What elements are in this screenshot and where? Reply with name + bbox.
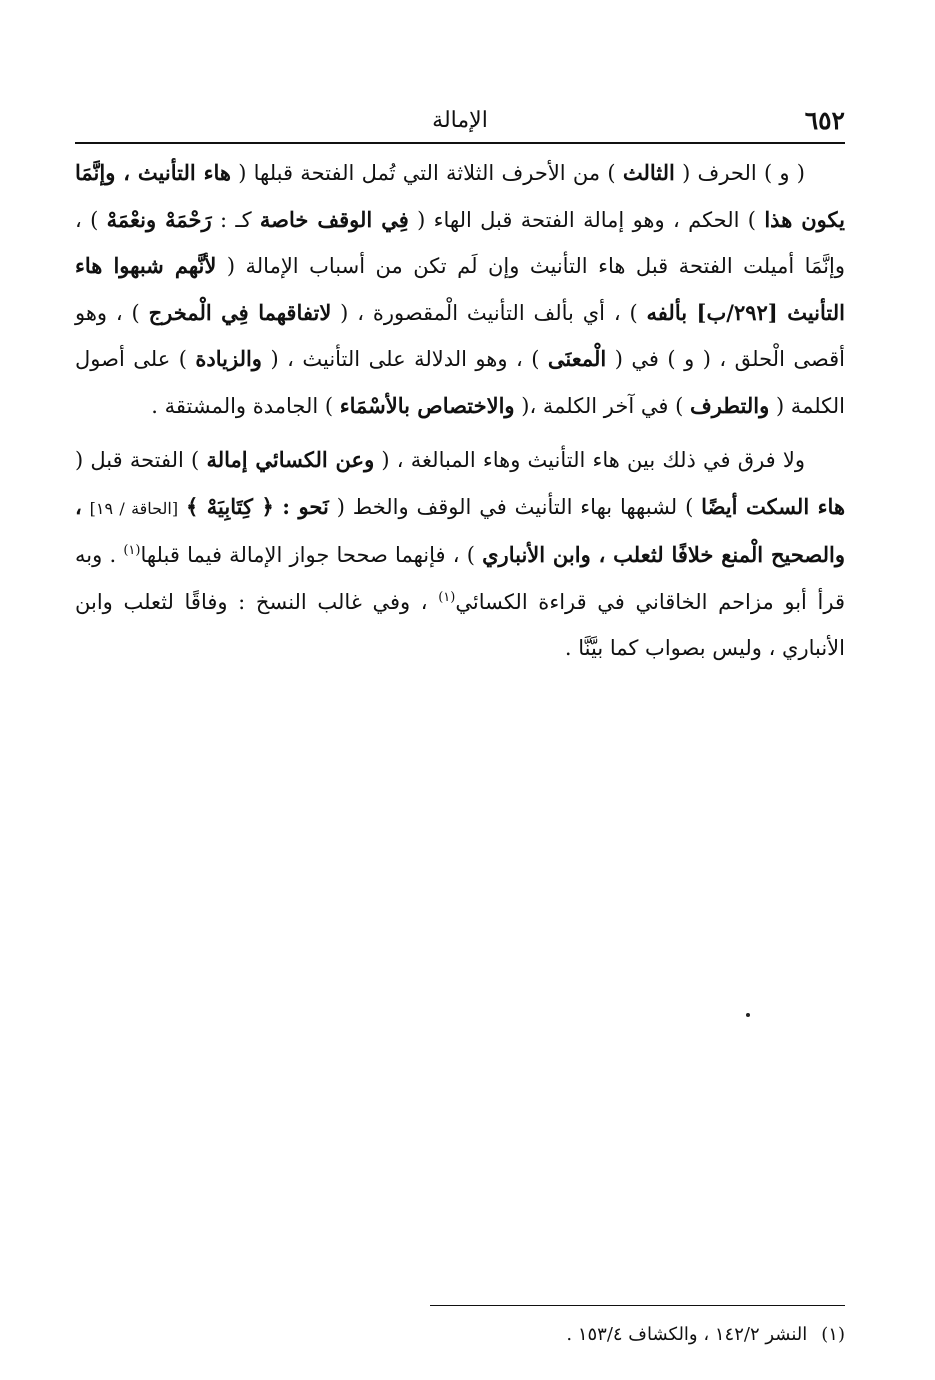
body-text: [75, 150, 845, 672]
text-run: ( و ) الحرف (: [682, 161, 805, 185]
bold-text-run: هاء السكت أيضًا: [701, 493, 846, 519]
bold-text-run: والزيادة: [195, 346, 262, 371]
text-run: كـ :: [220, 207, 252, 232]
paragraph: [75, 437, 845, 672]
stray-dot: [746, 1013, 750, 1017]
bold-text-run: وعن الكسائي إمالة: [206, 447, 375, 472]
page-number: ٦٥٢: [804, 106, 845, 135]
text-run: ) ، وهو أقصى الْحلق ، ( و ) في (: [75, 300, 845, 371]
bold-text-run: والتطرف: [689, 392, 770, 418]
footnote-rule: [430, 1305, 845, 1306]
bold-text-run: الْمعنَى: [547, 346, 607, 371]
text-run: ) في آخر الكلمة ،(: [521, 393, 684, 418]
bold-text-run: هاء التأنيث ، وإنَّمَا يكون هذا: [75, 160, 845, 232]
text-run: ولا فرق في ذلك بين هاء التأنيث وهاء المبالغة ، (: [381, 448, 805, 472]
bold-text-run: رَحْمَهْ ونعْمَهْ: [106, 206, 212, 232]
text-run: ، وفي غالب النسخ : وفاقًا لثعلب وابن الأنباري ، وليس بصواب كما بيَّنَّا .: [75, 589, 845, 660]
text-run: ) على أصول الكلمة (: [75, 347, 845, 418]
quran-quote: نَحو : ﴿ كِتَابِيَهْ ﴾: [185, 493, 329, 519]
footnote-number: (١): [821, 1324, 845, 1345]
text-run: ) من الأحرف الثلاثة التي تُمل الفتحة قبلها (: [238, 161, 616, 185]
paragraph: [75, 150, 845, 429]
bold-text-run: ، والصحيح الْمنع خلافًا لثعلب ، وابن الأنباري: [75, 493, 845, 567]
bold-text-run: لاتفاقهما فِي الْمخرج: [148, 299, 332, 325]
footnote-text: النشر ١٤٢/٢ ، والكشاف ١٥٣/٤ .: [566, 1324, 808, 1345]
footnote-reference: (١): [123, 543, 141, 558]
running-title: الإمالة: [432, 108, 488, 133]
text-run: ) ، أي بألف التأنيث الْمقصورة ، (: [340, 300, 638, 325]
text-run: ) الحكم ، وهو إمالة الفتحة قبل الهاء (: [417, 207, 756, 232]
quran-reference: [الحاقة / ١٩]: [89, 498, 179, 518]
text-run: ) لشبهها بهاء التأنيث في الوقف والخط (: [336, 494, 694, 519]
bold-text-run: الثالث: [622, 160, 675, 185]
header-rule: [75, 142, 845, 144]
text-run: ) ، وإنَّمَا أميلت الفتحة قبل هاء التأنيث وإن لَم تكن من أسباب الإمالة (: [75, 207, 845, 278]
text-run: . وبه قرأ أبو مزاحم الخاقاني في قراءة الكسائي: [75, 543, 845, 614]
footnote-reference: (١): [438, 589, 456, 605]
text-run: ) ، فإنهما صححا جواز الإمالة فيما قبلها: [140, 543, 475, 567]
text-run: ) الفتحة قبل (: [75, 448, 200, 472]
bold-text-run: فِي الوقف خاصة: [259, 206, 409, 232]
text-run: ) الجامدة والمشتقة .: [151, 393, 334, 418]
bold-text-run: لأنَّهم شبهوا هاء التأنيث [٢٩٢/ب] بألفه: [75, 253, 845, 325]
bold-text-run: والاختصاص بالأسْمَاء: [339, 392, 515, 418]
page-header: [75, 102, 845, 138]
text-run: ) ، وهو الدلالة على التأنيث ، (: [270, 347, 540, 371]
footnote: [75, 1320, 845, 1350]
